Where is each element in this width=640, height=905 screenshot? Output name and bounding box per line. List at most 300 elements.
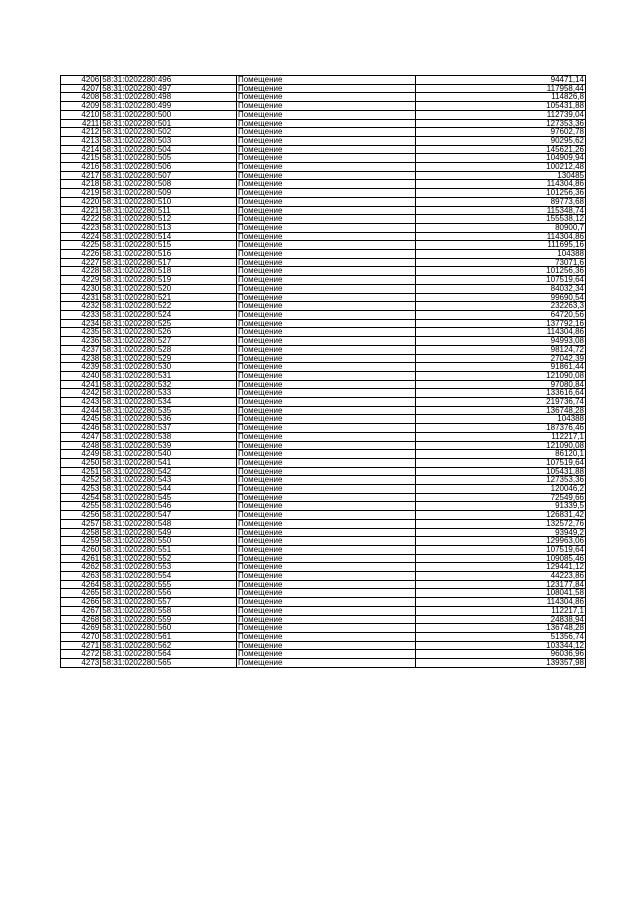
cadastral-value-cell: 114304,86: [416, 598, 586, 607]
cadastral-number-cell: 58:31:0202280:507: [101, 171, 237, 180]
row-number-cell: 4249: [61, 450, 101, 459]
row-number-cell: 4210: [61, 110, 101, 119]
row-number-cell: 4272: [61, 650, 101, 659]
cadastral-number-cell: 58:31:0202280:526: [101, 328, 237, 337]
table-row: [61, 511, 586, 520]
object-type-cell: Помещение: [236, 659, 415, 668]
row-number-cell: 4259: [61, 537, 101, 546]
cadastral-value-cell: 104909,94: [416, 154, 586, 163]
table-row: [61, 241, 586, 250]
table-row: [61, 398, 586, 407]
cadastral-value-cell: 112217,1: [416, 606, 586, 615]
table-row: [61, 223, 586, 232]
cadastral-number-cell: 58:31:0202280:513: [101, 223, 237, 232]
object-type-cell: Помещение: [236, 258, 415, 267]
object-type-cell: Помещение: [236, 302, 415, 311]
cadastral-number-cell: 58:31:0202280:545: [101, 493, 237, 502]
row-number-cell: 4225: [61, 241, 101, 250]
cadastral-number-cell: 58:31:0202280:533: [101, 389, 237, 398]
table-row: [61, 371, 586, 380]
cadastral-value-cell: 105431,88: [416, 467, 586, 476]
cadastral-value-cell: 137792,16: [416, 319, 586, 328]
row-number-cell: 4231: [61, 293, 101, 302]
cadastral-number-cell: 58:31:0202280:550: [101, 537, 237, 546]
row-number-cell: 4261: [61, 554, 101, 563]
table-row: [61, 345, 586, 354]
cadastral-value-cell: 105431,88: [416, 102, 586, 111]
cadastral-value-cell: 139357,98: [416, 659, 586, 668]
cadastral-number-cell: 58:31:0202280:557: [101, 598, 237, 607]
cadastral-value-cell: 64720,56: [416, 310, 586, 319]
cadastral-value-cell: 24838,94: [416, 615, 586, 624]
cadastral-number-cell: 58:31:0202280:503: [101, 136, 237, 145]
row-number-cell: 4224: [61, 232, 101, 241]
cadastral-number-cell: 58:31:0202280:519: [101, 276, 237, 285]
table-row: [61, 563, 586, 572]
table-row: [61, 554, 586, 563]
object-type-cell: Помещение: [236, 450, 415, 459]
cadastral-number-cell: 58:31:0202280:543: [101, 476, 237, 485]
row-number-cell: 4241: [61, 380, 101, 389]
cadastral-number-cell: 58:31:0202280:552: [101, 554, 237, 563]
table-row: [61, 545, 586, 554]
cadastral-number-cell: 58:31:0202280:511: [101, 206, 237, 215]
row-number-cell: 4255: [61, 502, 101, 511]
row-number-cell: 4221: [61, 206, 101, 215]
cadastral-number-cell: 58:31:0202280:547: [101, 511, 237, 520]
table-row: [61, 189, 586, 198]
object-type-cell: Помещение: [236, 406, 415, 415]
cadastral-value-cell: 155538,12: [416, 215, 586, 224]
table-row: [61, 110, 586, 119]
object-type-cell: Помещение: [236, 589, 415, 598]
table-row: [61, 197, 586, 206]
object-type-cell: Помещение: [236, 250, 415, 259]
table-row: [61, 232, 586, 241]
object-type-cell: Помещение: [236, 580, 415, 589]
cadastral-value-cell: 93949,2: [416, 528, 586, 537]
object-type-cell: Помещение: [236, 633, 415, 642]
row-number-cell: 4265: [61, 589, 101, 598]
cadastral-number-cell: 58:31:0202280:564: [101, 650, 237, 659]
row-number-cell: 4266: [61, 598, 101, 607]
cadastral-value-cell: 94993,08: [416, 337, 586, 346]
row-number-cell: 4258: [61, 528, 101, 537]
row-number-cell: 4222: [61, 215, 101, 224]
object-type-cell: Помещение: [236, 119, 415, 128]
cadastral-value-cell: 86120,1: [416, 450, 586, 459]
row-number-cell: 4253: [61, 485, 101, 494]
table-row: [61, 302, 586, 311]
row-number-cell: 4263: [61, 572, 101, 581]
row-number-cell: 4273: [61, 659, 101, 668]
cadastral-value-cell: 104388: [416, 250, 586, 259]
cadastral-value-cell: 91339,5: [416, 502, 586, 511]
cadastral-number-cell: 58:31:0202280:541: [101, 458, 237, 467]
cadastral-number-cell: 58:31:0202280:546: [101, 502, 237, 511]
object-type-cell: Помещение: [236, 293, 415, 302]
cadastral-value-cell: 136748,28: [416, 624, 586, 633]
cadastral-number-cell: 58:31:0202280:496: [101, 76, 237, 85]
row-number-cell: 4232: [61, 302, 101, 311]
cadastral-value-cell: 103344,12: [416, 641, 586, 650]
table-row: [61, 615, 586, 624]
cadastral-value-cell: 84032,34: [416, 284, 586, 293]
row-number-cell: 4239: [61, 363, 101, 372]
cadastral-value-cell: 114304,86: [416, 328, 586, 337]
row-number-cell: 4271: [61, 641, 101, 650]
cadastral-number-cell: 58:31:0202280:501: [101, 119, 237, 128]
row-number-cell: 4226: [61, 250, 101, 259]
object-type-cell: Помещение: [236, 398, 415, 407]
table-row: [61, 424, 586, 433]
table-row: [61, 206, 586, 215]
table-row: [61, 598, 586, 607]
cadastral-number-cell: 58:31:0202280:538: [101, 432, 237, 441]
cadastral-number-cell: 58:31:0202280:548: [101, 519, 237, 528]
table-row: [61, 293, 586, 302]
object-type-cell: Помещение: [236, 371, 415, 380]
cadastral-value-cell: 121090,08: [416, 441, 586, 450]
cadastral-number-cell: 58:31:0202280:515: [101, 241, 237, 250]
cadastral-value-cell: 136748,28: [416, 406, 586, 415]
row-number-cell: 4207: [61, 84, 101, 93]
table-row: [61, 589, 586, 598]
cadastral-number-cell: 58:31:0202280:521: [101, 293, 237, 302]
cadastral-number-cell: 58:31:0202280:561: [101, 633, 237, 642]
table-row: [61, 163, 586, 172]
object-type-cell: Помещение: [236, 641, 415, 650]
row-number-cell: 4262: [61, 563, 101, 572]
cadastral-value-cell: 219736,74: [416, 398, 586, 407]
cadastral-value-cell: 129441,12: [416, 563, 586, 572]
table-body: [61, 76, 586, 668]
row-number-cell: 4248: [61, 441, 101, 450]
cadastral-number-cell: 58:31:0202280:555: [101, 580, 237, 589]
cadastral-value-cell: 80900,7: [416, 223, 586, 232]
table-row: [61, 337, 586, 346]
cadastral-value-cell: 112217,1: [416, 432, 586, 441]
object-type-cell: Помещение: [236, 284, 415, 293]
row-number-cell: 4240: [61, 371, 101, 380]
row-number-cell: 4217: [61, 171, 101, 180]
cadastral-value-cell: 108041,58: [416, 589, 586, 598]
table-row: [61, 641, 586, 650]
cadastral-number-cell: 58:31:0202280:505: [101, 154, 237, 163]
row-number-cell: 4267: [61, 606, 101, 615]
cadastral-value-cell: 101256,36: [416, 267, 586, 276]
cadastral-value-cell: 127353,36: [416, 119, 586, 128]
object-type-cell: Помещение: [236, 650, 415, 659]
object-type-cell: Помещение: [236, 223, 415, 232]
row-number-cell: 4260: [61, 545, 101, 554]
cadastral-number-cell: 58:31:0202280:531: [101, 371, 237, 380]
row-number-cell: 4242: [61, 389, 101, 398]
table-row: [61, 476, 586, 485]
cadastral-value-cell: 129963,06: [416, 537, 586, 546]
cadastral-number-cell: 58:31:0202280:558: [101, 606, 237, 615]
object-type-cell: Помещение: [236, 110, 415, 119]
table-row: [61, 171, 586, 180]
cadastral-value-cell: 126831,42: [416, 511, 586, 520]
row-number-cell: 4256: [61, 511, 101, 520]
object-type-cell: Помещение: [236, 232, 415, 241]
cadastral-value-cell: 121090,08: [416, 371, 586, 380]
cadastral-number-cell: 58:31:0202280:520: [101, 284, 237, 293]
object-type-cell: Помещение: [236, 319, 415, 328]
table-row: [61, 415, 586, 424]
cadastral-number-cell: 58:31:0202280:549: [101, 528, 237, 537]
cadastral-value-cell: 232263,3: [416, 302, 586, 311]
cadastral-value-cell: 133616,64: [416, 389, 586, 398]
object-type-cell: Помещение: [236, 154, 415, 163]
table-row: [61, 84, 586, 93]
cadastral-value-cell: 187376,46: [416, 424, 586, 433]
cadastral-number-cell: 58:31:0202280:536: [101, 415, 237, 424]
cadastral-value-cell: 91861,44: [416, 363, 586, 372]
table-row: [61, 650, 586, 659]
table-row: [61, 119, 586, 128]
object-type-cell: Помещение: [236, 502, 415, 511]
table-row: [61, 76, 586, 85]
object-type-cell: Помещение: [236, 528, 415, 537]
cadastral-number-cell: 58:31:0202280:559: [101, 615, 237, 624]
object-type-cell: Помещение: [236, 328, 415, 337]
object-type-cell: Помещение: [236, 163, 415, 172]
cadastral-number-cell: 58:31:0202280:530: [101, 363, 237, 372]
cadastral-number-cell: 58:31:0202280:528: [101, 345, 237, 354]
row-number-cell: 4244: [61, 406, 101, 415]
table-row: [61, 276, 586, 285]
table-row: [61, 180, 586, 189]
cadastral-value-cell: 112739,04: [416, 110, 586, 119]
row-number-cell: 4269: [61, 624, 101, 633]
cadastral-number-cell: 58:31:0202280:517: [101, 258, 237, 267]
row-number-cell: 4219: [61, 189, 101, 198]
object-type-cell: Помещение: [236, 458, 415, 467]
table-row: [61, 310, 586, 319]
cadastral-value-cell: 120046,2: [416, 485, 586, 494]
table-row: [61, 450, 586, 459]
cadastral-value-cell: 114826,8: [416, 93, 586, 102]
cadastral-value-cell: 111695,16: [416, 241, 586, 250]
table-row: [61, 606, 586, 615]
table-row: [61, 441, 586, 450]
object-type-cell: Помещение: [236, 380, 415, 389]
cadastral-number-cell: 58:31:0202280:539: [101, 441, 237, 450]
object-type-cell: Помещение: [236, 485, 415, 494]
row-number-cell: 4270: [61, 633, 101, 642]
object-type-cell: Помещение: [236, 354, 415, 363]
object-type-cell: Помещение: [236, 493, 415, 502]
cadastral-number-cell: 58:31:0202280:554: [101, 572, 237, 581]
object-type-cell: Помещение: [236, 606, 415, 615]
row-number-cell: 4229: [61, 276, 101, 285]
cadastral-number-cell: 58:31:0202280:518: [101, 267, 237, 276]
cadastral-value-cell: 51356,74: [416, 633, 586, 642]
cadastral-value-cell: 72549,66: [416, 493, 586, 502]
cadastral-number-cell: 58:31:0202280:504: [101, 145, 237, 154]
cadastral-value-cell: 100212,48: [416, 163, 586, 172]
cadastral-value-cell: 109085,46: [416, 554, 586, 563]
table-row: [61, 659, 586, 668]
table-row: [61, 493, 586, 502]
object-type-cell: Помещение: [236, 102, 415, 111]
row-number-cell: 4251: [61, 467, 101, 476]
table-row: [61, 572, 586, 581]
cadastral-number-cell: 58:31:0202280:509: [101, 189, 237, 198]
object-type-cell: Помещение: [236, 128, 415, 137]
cadastral-number-cell: 58:31:0202280:562: [101, 641, 237, 650]
cadastral-number-cell: 58:31:0202280:553: [101, 563, 237, 572]
table-row: [61, 406, 586, 415]
row-number-cell: 4264: [61, 580, 101, 589]
row-number-cell: 4220: [61, 197, 101, 206]
object-type-cell: Помещение: [236, 145, 415, 154]
object-type-cell: Помещение: [236, 624, 415, 633]
cadastral-value-cell: 73071,6: [416, 258, 586, 267]
cadastral-number-cell: 58:31:0202280:498: [101, 93, 237, 102]
table-row: [61, 267, 586, 276]
cadastral-value-cell: 99690,54: [416, 293, 586, 302]
row-number-cell: 4223: [61, 223, 101, 232]
row-number-cell: 4212: [61, 128, 101, 137]
cadastral-number-cell: 58:31:0202280:499: [101, 102, 237, 111]
table-row: [61, 528, 586, 537]
table-row: [61, 102, 586, 111]
object-type-cell: Помещение: [236, 345, 415, 354]
cadastral-value-cell: 89773,68: [416, 197, 586, 206]
cadastral-value-table: [60, 75, 586, 668]
row-number-cell: 4237: [61, 345, 101, 354]
object-type-cell: Помещение: [236, 84, 415, 93]
object-type-cell: Помещение: [236, 598, 415, 607]
table-row: [61, 580, 586, 589]
cadastral-number-cell: 58:31:0202280:502: [101, 128, 237, 137]
row-number-cell: 4235: [61, 328, 101, 337]
row-number-cell: 4206: [61, 76, 101, 85]
cadastral-value-cell: 94471,14: [416, 76, 586, 85]
table-row: [61, 319, 586, 328]
object-type-cell: Помещение: [236, 180, 415, 189]
object-type-cell: Помещение: [236, 545, 415, 554]
table-row: [61, 354, 586, 363]
object-type-cell: Помещение: [236, 537, 415, 546]
table-row: [61, 363, 586, 372]
row-number-cell: 4227: [61, 258, 101, 267]
cadastral-value-cell: 27042,39: [416, 354, 586, 363]
cadastral-value-cell: 101256,36: [416, 189, 586, 198]
cadastral-number-cell: 58:31:0202280:535: [101, 406, 237, 415]
cadastral-number-cell: 58:31:0202280:544: [101, 485, 237, 494]
cadastral-value-cell: 114304,86: [416, 180, 586, 189]
table-row: [61, 485, 586, 494]
object-type-cell: Помещение: [236, 519, 415, 528]
row-number-cell: 4257: [61, 519, 101, 528]
object-type-cell: Помещение: [236, 476, 415, 485]
cadastral-number-cell: 58:31:0202280:534: [101, 398, 237, 407]
cadastral-value-cell: 98124,72: [416, 345, 586, 354]
cadastral-number-cell: 58:31:0202280:529: [101, 354, 237, 363]
object-type-cell: Помещение: [236, 93, 415, 102]
row-number-cell: 4247: [61, 432, 101, 441]
cadastral-value-cell: 90295,62: [416, 136, 586, 145]
table-row: [61, 624, 586, 633]
table-row: [61, 284, 586, 293]
table-row: [61, 328, 586, 337]
object-type-cell: Помещение: [236, 76, 415, 85]
cadastral-value-cell: 104388: [416, 415, 586, 424]
table-row: [61, 458, 586, 467]
cadastral-value-cell: 97602,78: [416, 128, 586, 137]
cadastral-value-cell: 107519,64: [416, 545, 586, 554]
cadastral-number-cell: 58:31:0202280:524: [101, 310, 237, 319]
row-number-cell: 4216: [61, 163, 101, 172]
row-number-cell: 4243: [61, 398, 101, 407]
row-number-cell: 4238: [61, 354, 101, 363]
cadastral-number-cell: 58:31:0202280:508: [101, 180, 237, 189]
row-number-cell: 4218: [61, 180, 101, 189]
table-row: [61, 128, 586, 137]
object-type-cell: Помещение: [236, 511, 415, 520]
cadastral-value-cell: 44223,86: [416, 572, 586, 581]
object-type-cell: Помещение: [236, 441, 415, 450]
cadastral-number-cell: 58:31:0202280:497: [101, 84, 237, 93]
table-row: [61, 154, 586, 163]
object-type-cell: Помещение: [236, 206, 415, 215]
cadastral-number-cell: 58:31:0202280:522: [101, 302, 237, 311]
cadastral-value-cell: 145621,26: [416, 145, 586, 154]
cadastral-number-cell: 58:31:0202280:506: [101, 163, 237, 172]
table-row: [61, 136, 586, 145]
object-type-cell: Помещение: [236, 267, 415, 276]
row-number-cell: 4252: [61, 476, 101, 485]
table-row: [61, 258, 586, 267]
row-number-cell: 4213: [61, 136, 101, 145]
cadastral-number-cell: 58:31:0202280:510: [101, 197, 237, 206]
cadastral-number-cell: 58:31:0202280:514: [101, 232, 237, 241]
table-row: [61, 145, 586, 154]
object-type-cell: Помещение: [236, 241, 415, 250]
cadastral-value-cell: 107519,64: [416, 458, 586, 467]
cadastral-number-cell: 58:31:0202280:537: [101, 424, 237, 433]
row-number-cell: 4236: [61, 337, 101, 346]
object-type-cell: Помещение: [236, 197, 415, 206]
cadastral-number-cell: 58:31:0202280:560: [101, 624, 237, 633]
row-number-cell: 4209: [61, 102, 101, 111]
cadastral-value-cell: 114304,86: [416, 232, 586, 241]
object-type-cell: Помещение: [236, 424, 415, 433]
object-type-cell: Помещение: [236, 467, 415, 476]
table-row: [61, 389, 586, 398]
cadastral-number-cell: 58:31:0202280:525: [101, 319, 237, 328]
row-number-cell: 4233: [61, 310, 101, 319]
table-row: [61, 502, 586, 511]
cadastral-number-cell: 58:31:0202280:512: [101, 215, 237, 224]
cadastral-number-cell: 58:31:0202280:540: [101, 450, 237, 459]
row-number-cell: 4211: [61, 119, 101, 128]
object-type-cell: Помещение: [236, 363, 415, 372]
row-number-cell: 4254: [61, 493, 101, 502]
cadastral-value-cell: 127353,36: [416, 476, 586, 485]
row-number-cell: 4214: [61, 145, 101, 154]
cadastral-number-cell: 58:31:0202280:542: [101, 467, 237, 476]
object-type-cell: Помещение: [236, 432, 415, 441]
cadastral-number-cell: 58:31:0202280:565: [101, 659, 237, 668]
object-type-cell: Помещение: [236, 189, 415, 198]
cadastral-value-cell: 117958,44: [416, 84, 586, 93]
table-row: [61, 93, 586, 102]
